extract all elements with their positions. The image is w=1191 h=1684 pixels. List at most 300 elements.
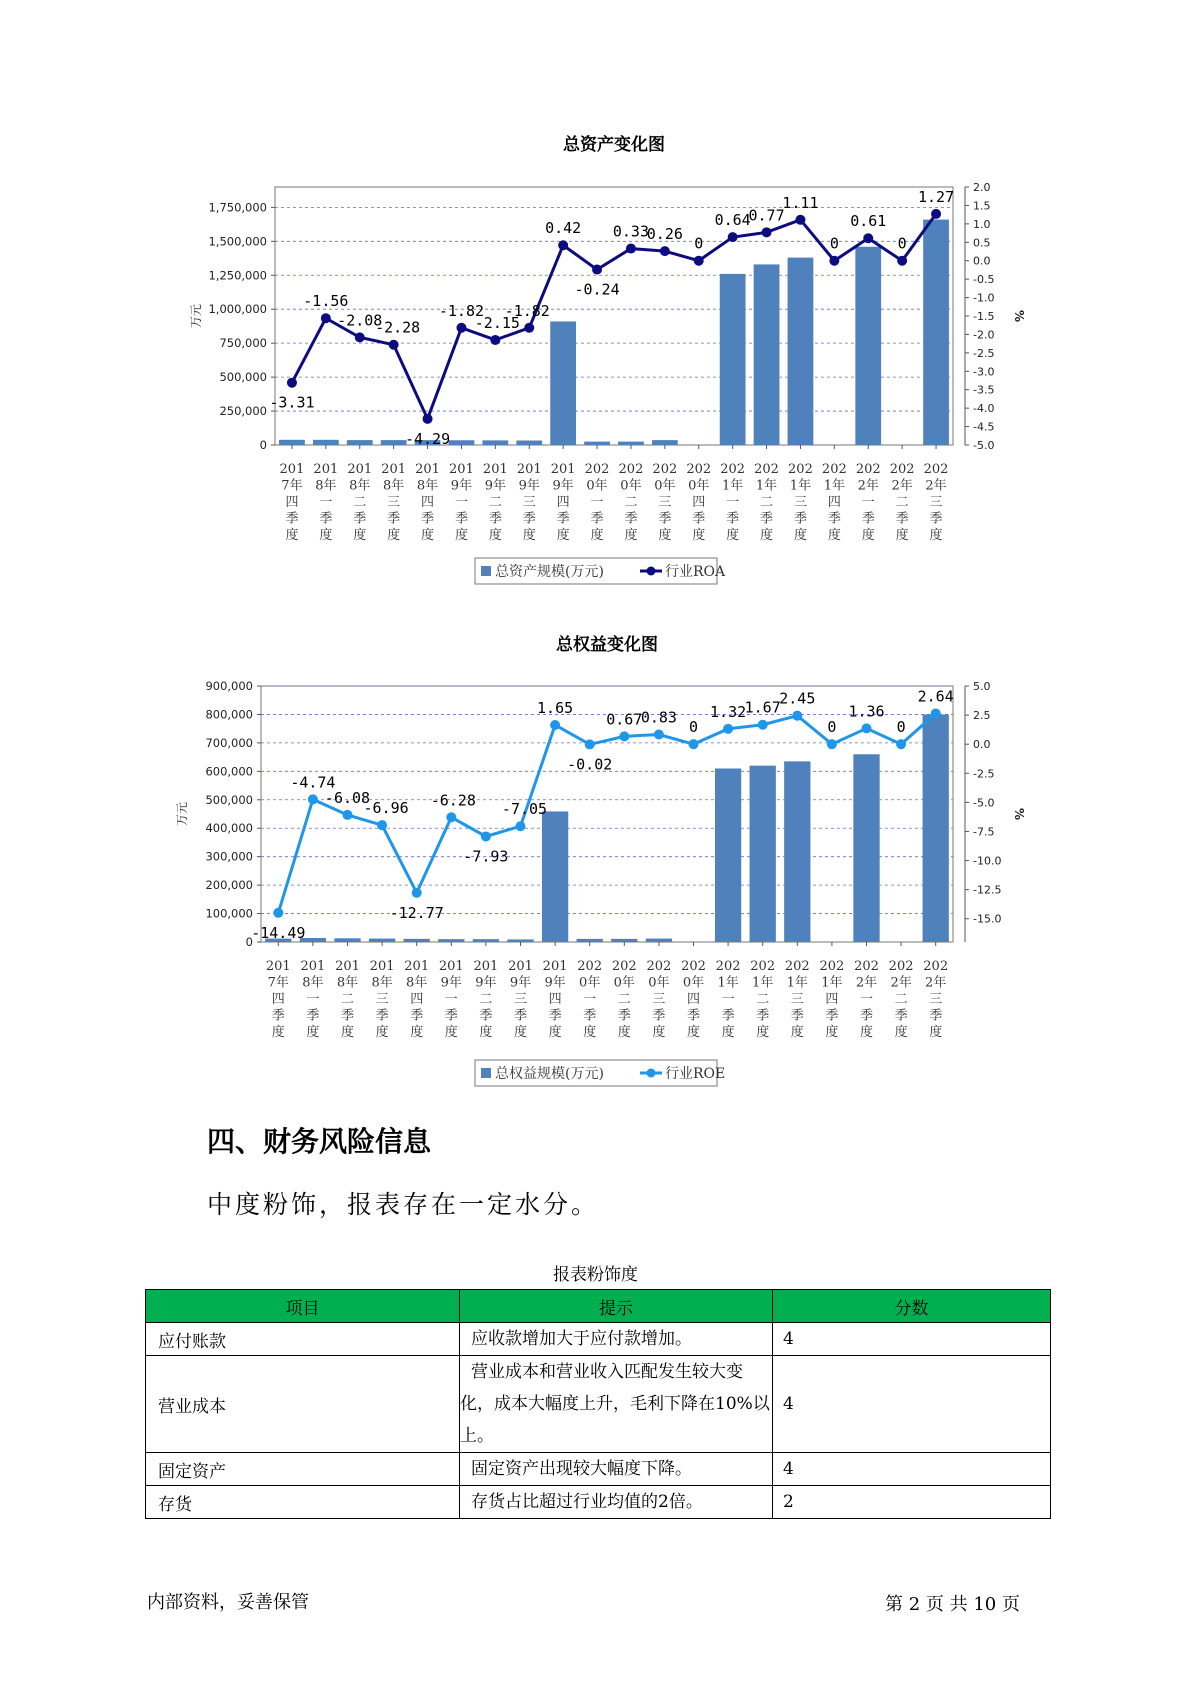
x-tick-label: 202 [720,462,746,477]
x-tick-label: 二 [895,495,909,510]
x-tick-label: 201 [347,462,373,477]
x-tick-label: 202 [923,959,949,974]
x-tick-label: 度 [760,528,774,543]
data-label: -2.08 [337,311,383,330]
row-hint: 营业成本和营业收入匹配发生较大变化，成本大幅度上升，毛利下降在10%以上。 [460,1356,773,1453]
y2-tick-label: -7.5 [973,825,995,839]
bar [542,811,568,942]
x-tick-label: 202 [854,959,879,974]
x-tick-label: 1年 [789,478,812,494]
row-item: 固定资产 [146,1453,460,1486]
bar [853,754,879,942]
x-tick-label: 201 [473,959,499,974]
chart-title: 总权益变化图 [556,635,658,655]
y2-tick-label: -15.0 [973,912,1002,926]
bar [369,939,395,942]
line-point [343,810,353,820]
y-tick-label: 1,250,000 [208,268,267,283]
x-tick-label: 度 [894,1025,908,1040]
x-tick-label: 度 [726,528,740,543]
data-label: -12.77 [389,903,444,922]
data-label: -4.29 [404,429,451,448]
data-label: 0.77 [748,206,785,225]
line-point [758,720,768,730]
x-tick-label: 度 [387,528,401,543]
x-tick-label: 季 [454,511,468,527]
data-label: 2.64 [917,687,954,706]
data-label: -3.31 [269,393,315,412]
x-tick-label: 四 [410,992,424,1007]
data-label: 0 [829,234,839,253]
row-item: 营业成本 [146,1356,460,1453]
x-tick-label: 季 [583,1008,597,1024]
x-tick-label: 度 [479,1025,493,1040]
y-tick-label: 700,000 [205,735,253,750]
x-tick-label: 度 [444,1025,458,1040]
x-tick-label: 三 [652,992,666,1007]
x-tick-label: 2年 [890,975,912,991]
x-tick-label: 8年 [349,478,371,494]
x-tick-label: 四 [825,992,839,1007]
x-tick-label: 9年 [475,975,497,991]
x-tick-label: 季 [859,1008,874,1024]
y2-tick-label: -12.5 [973,883,1002,897]
x-tick-label: 度 [410,1025,424,1040]
legend-bar-swatch [481,1068,491,1078]
bar [754,264,780,445]
x-tick-label: 季 [590,511,604,527]
x-tick-label: 202 [889,462,915,477]
x-tick-label: 201 [265,959,291,974]
x-tick-label: 0年 [620,478,642,494]
bar [750,766,776,942]
x-tick-label: 度 [271,1025,285,1040]
data-label: -4.74 [290,773,336,792]
bar [550,321,576,445]
x-tick-label: 三 [513,992,528,1007]
y2-axis-label: % [1012,807,1026,821]
data-label: 2.45 [779,689,816,708]
header-score: 分数 [773,1290,1051,1323]
x-tick-label: 9年 [544,975,566,991]
x-tick-label: 度 [793,528,807,543]
bar [855,247,881,445]
data-label: -6.08 [324,788,371,807]
x-tick-label: 201 [404,959,430,974]
data-label: -7.93 [463,847,509,866]
x-tick-label: 8年 [302,975,324,991]
x-tick-label: 202 [821,462,847,477]
data-label: 0.33 [612,222,650,241]
data-label: 1.36 [848,702,885,721]
bar [784,761,810,942]
line-point [829,256,839,266]
footer-page-number: 第 2 页 共 10 页 [885,1594,1020,1615]
table-row [146,1486,1051,1519]
x-tick-label: 一 [721,992,735,1007]
line-point [481,831,491,841]
table-row [146,1453,1051,1486]
x-tick-label: 8年 [371,975,393,991]
line-point [389,340,399,350]
x-tick-label: 一 [861,495,875,510]
risk-table [145,1289,1051,1519]
x-tick-label: 一 [726,495,740,510]
y2-tick-label: -3.0 [973,365,995,379]
x-tick-label: 三 [793,495,807,510]
line-point [355,332,365,342]
x-tick-label: 202 [577,959,603,974]
x-tick-label: 9年 [484,478,506,494]
x-tick-label: 三 [375,992,389,1007]
x-tick-label: 季 [617,1008,631,1024]
data-label: -1.56 [303,292,349,311]
bar [516,441,542,445]
x-tick-label: 9年 [450,478,473,494]
x-tick-label: 三 [387,495,401,510]
x-tick-label: 季 [825,1008,839,1024]
data-label: 1.67 [744,698,781,717]
x-tick-label: 二 [340,992,355,1007]
y-axis-label: 万元 [189,303,203,329]
line-point [689,739,699,749]
x-tick-label: 度 [285,528,299,543]
x-tick-label: 季 [479,1008,493,1024]
y-tick-label: 300,000 [205,849,253,864]
x-tick-label: 季 [340,1008,355,1024]
x-tick-label: 9年 [518,478,540,494]
x-tick-label: 季 [319,511,333,527]
bar [449,440,475,445]
data-label: 0.61 [850,212,887,231]
y2-tick-label: 5.0 [973,680,991,693]
data-label: -1.82 [504,301,550,320]
x-tick-label: 度 [617,1025,631,1040]
line-point [490,335,500,345]
data-label: -2.28 [375,318,421,337]
bar [313,440,339,445]
line-point [827,739,837,749]
x-tick-label: 季 [760,511,774,527]
x-tick-label: 四 [421,495,435,510]
x-tick-label: 度 [488,528,502,543]
x-tick-label: 季 [929,511,943,527]
line-point [412,888,422,898]
y2-tick-label: -3.5 [973,383,995,397]
x-tick-label: 202 [784,959,810,974]
line-point [550,720,560,730]
section-text: 中度粉饰，报表存在一定水分。 [207,1190,600,1219]
bar [347,440,373,445]
x-tick-label: 1年 [786,975,808,991]
data-label: -7.05 [501,800,548,819]
x-tick-label: 季 [624,511,638,527]
x-tick-label: 1年 [722,478,744,494]
line-point [723,724,733,734]
x-tick-label: 1年 [752,975,774,991]
line-point [896,739,906,749]
x-tick-label: 季 [790,1008,804,1024]
bar [652,440,678,445]
row-score: 4 [773,1356,1051,1453]
x-tick-label: 201 [438,959,464,974]
y2-axis-label: % [1012,309,1026,323]
row-score: 4 [773,1323,1051,1356]
x-tick-label: 度 [686,1025,701,1040]
bar [923,714,949,942]
bar [482,440,508,445]
x-tick-label: 三 [929,992,943,1007]
section-heading: 四、财务风险信息 [207,1125,432,1158]
y2-tick-label: -2.0 [973,328,995,342]
data-label: 0.64 [714,211,751,230]
data-label: -2.15 [474,313,520,332]
x-tick-label: 1年 [717,975,739,991]
data-label: 0 [896,718,906,737]
line-point [654,730,664,740]
x-tick-label: 201 [542,959,568,974]
x-tick-label: 度 [375,1025,389,1040]
x-tick-label: 季 [793,511,807,527]
y2-tick-label: -1.0 [973,291,995,305]
x-tick-label: 度 [306,1025,320,1040]
x-tick-label: 度 [522,528,536,543]
bar [720,274,746,445]
y-tick-label: 1,500,000 [208,234,267,249]
x-tick-label: 四 [827,495,841,510]
x-tick-label: 9年 [509,975,532,991]
line-point [626,244,636,254]
x-tick-label: 202 [652,462,678,477]
line-point [446,812,456,822]
y-tick-label: 100,000 [205,906,253,921]
row-hint: 应收款增加大于应付款增加。 [460,1323,773,1356]
x-tick-label: 202 [788,462,813,477]
x-tick-label: 8年 [336,975,359,991]
x-tick-label: 度 [548,1025,562,1040]
line-point [456,323,466,333]
x-tick-label: 二 [353,495,367,510]
header-item: 项目 [146,1290,460,1323]
x-tick-label: 0年 [648,975,670,991]
data-label: -6.28 [430,791,476,810]
x-tick-label: 度 [353,528,367,543]
x-tick-label: 202 [584,462,610,477]
x-tick-label: 季 [556,511,570,527]
x-tick-label: 202 [618,462,644,477]
line-point [897,256,907,266]
y2-tick-label: 1.0 [973,217,991,231]
bar [611,939,637,942]
y2-tick-label: -5.0 [973,796,995,810]
y-tick-label: 200,000 [205,878,253,893]
y2-tick-label: -0.5 [973,273,995,287]
x-tick-label: 201 [516,462,542,477]
data-label: 0 [827,718,837,737]
row-score: 2 [773,1486,1051,1519]
y-tick-label: 600,000 [205,764,253,779]
x-tick-label: 度 [421,528,435,543]
bar [473,939,499,942]
x-tick-label: 一 [590,495,604,510]
x-tick-label: 季 [895,511,909,527]
line-point [728,232,738,242]
x-tick-label: 度 [861,528,875,543]
y2-tick-label: -4.5 [973,420,995,434]
table-header-row [146,1290,1051,1323]
data-label: -14.49 [251,923,306,942]
line-point [423,414,433,424]
y2-tick-label: 2.0 [973,181,991,194]
x-tick-label: 季 [929,1008,943,1024]
chart-title: 总资产变化图 [563,135,665,155]
data-label: 1.27 [917,187,955,206]
table-row [146,1356,1051,1453]
y2-tick-label: -4.0 [973,402,995,416]
x-tick-label: 202 [819,959,845,974]
legend-line-marker [647,567,656,576]
y-tick-label: 0 [259,438,267,452]
x-tick-label: 季 [522,511,536,527]
line-point [862,723,872,733]
x-tick-label: 8年 [383,478,405,494]
data-label: 1.32 [710,702,747,721]
x-tick-label: 季 [410,1008,424,1024]
x-tick-label: 度 [790,1025,804,1040]
data-label: 1.65 [537,698,574,717]
data-label: 0.42 [545,219,582,238]
row-item: 应付账款 [146,1323,460,1356]
y2-tick-label: 2.5 [973,709,991,723]
x-tick-label: 7年 [281,478,303,494]
x-tick-label: 度 [652,1025,666,1040]
total-assets-chart-svg [0,135,1191,605]
line-point [619,731,629,741]
x-tick-label: 二 [617,992,631,1007]
x-tick-label: 一 [319,495,333,510]
x-tick-label: 202 [888,959,914,974]
y-tick-label: 1,750,000 [208,200,267,215]
x-tick-label: 季 [894,1008,908,1024]
x-tick-label: 季 [658,511,672,527]
x-tick-label: 度 [692,528,706,543]
bar [381,440,407,445]
footer-confidential: 内部资料，妥善保管 [147,1592,309,1613]
x-tick-label: 季 [488,511,502,527]
line-point [795,215,805,225]
line-point [524,323,534,333]
x-tick-label: 度 [556,528,570,543]
bar [279,440,305,445]
x-tick-label: 一 [454,495,468,510]
x-tick-label: 二 [894,992,908,1007]
x-tick-label: 度 [929,528,943,543]
legend-bar-swatch [481,566,491,576]
bar [788,258,814,445]
line-point [558,240,568,250]
data-label: 0.67 [606,710,643,729]
x-tick-label: 季 [353,511,367,527]
x-tick-label: 三 [929,495,943,510]
x-tick-label: 度 [340,1025,355,1040]
line-point [287,378,297,388]
line-point [516,821,526,831]
x-tick-label: 季 [726,511,740,527]
x-tick-label: 202 [646,959,672,974]
x-tick-label: 度 [825,1025,839,1040]
y2-tick-label: -2.5 [973,767,995,781]
x-tick-label: 201 [369,959,395,974]
x-tick-label: 0年 [688,478,710,494]
x-tick-label: 二 [488,495,502,510]
y2-tick-label: 0.5 [973,236,991,250]
x-tick-label: 9年 [440,975,462,991]
x-tick-label: 二 [760,495,774,510]
line-point [377,820,387,830]
table-row [146,1323,1051,1356]
x-tick-label: 四 [271,992,285,1007]
x-tick-label: 1年 [823,478,845,494]
legend-line-label: 行业ROA [665,564,726,580]
x-tick-label: 季 [285,511,299,527]
x-tick-label: 季 [513,1008,528,1024]
data-label: -0.24 [574,280,620,299]
line-point [592,265,602,275]
x-tick-label: 202 [923,462,949,477]
y2-tick-label: 1.5 [973,199,991,213]
legend-bar-label: 总资产规模(万元) [495,564,604,580]
x-tick-label: 一 [306,992,320,1007]
total-equity-chart-svg [0,635,1191,1105]
x-tick-label: 0年 [613,975,635,991]
y2-tick-label: -5.0 [973,439,995,452]
x-tick-label: 季 [652,1008,666,1024]
x-tick-label: 2年 [891,478,913,494]
y-tick-label: 500,000 [219,370,267,385]
bar [715,768,741,942]
y2-tick-label: -2.5 [973,346,995,360]
x-tick-label: 202 [754,462,779,477]
x-tick-label: 2年 [855,975,878,991]
x-tick-label: 三 [658,495,672,510]
x-tick-label: 季 [692,511,706,527]
x-tick-label: 一 [444,992,458,1007]
x-tick-label: 201 [335,959,360,974]
x-tick-label: 8年 [406,975,428,991]
bar [923,220,949,445]
x-tick-label: 9年 [552,478,574,494]
y-tick-label: 750,000 [219,336,267,351]
data-label: -6.96 [363,799,409,818]
x-tick-label: 四 [686,992,701,1007]
x-tick-label: 202 [681,959,706,974]
x-tick-label: 三 [790,992,804,1007]
bar [646,939,672,942]
x-tick-label: 二 [624,495,638,510]
x-tick-label: 度 [658,528,672,543]
y-tick-label: 800,000 [205,707,253,722]
legend-line-label: 行业ROE [665,1066,726,1082]
bar [404,939,430,942]
bar [584,442,610,445]
line-point [931,209,941,219]
x-tick-label: 季 [306,1008,320,1024]
x-tick-label: 0年 [586,478,608,494]
x-tick-label: 四 [692,495,706,510]
x-tick-label: 度 [590,528,604,543]
x-tick-label: 度 [756,1025,770,1040]
x-tick-label: 0年 [579,975,601,991]
